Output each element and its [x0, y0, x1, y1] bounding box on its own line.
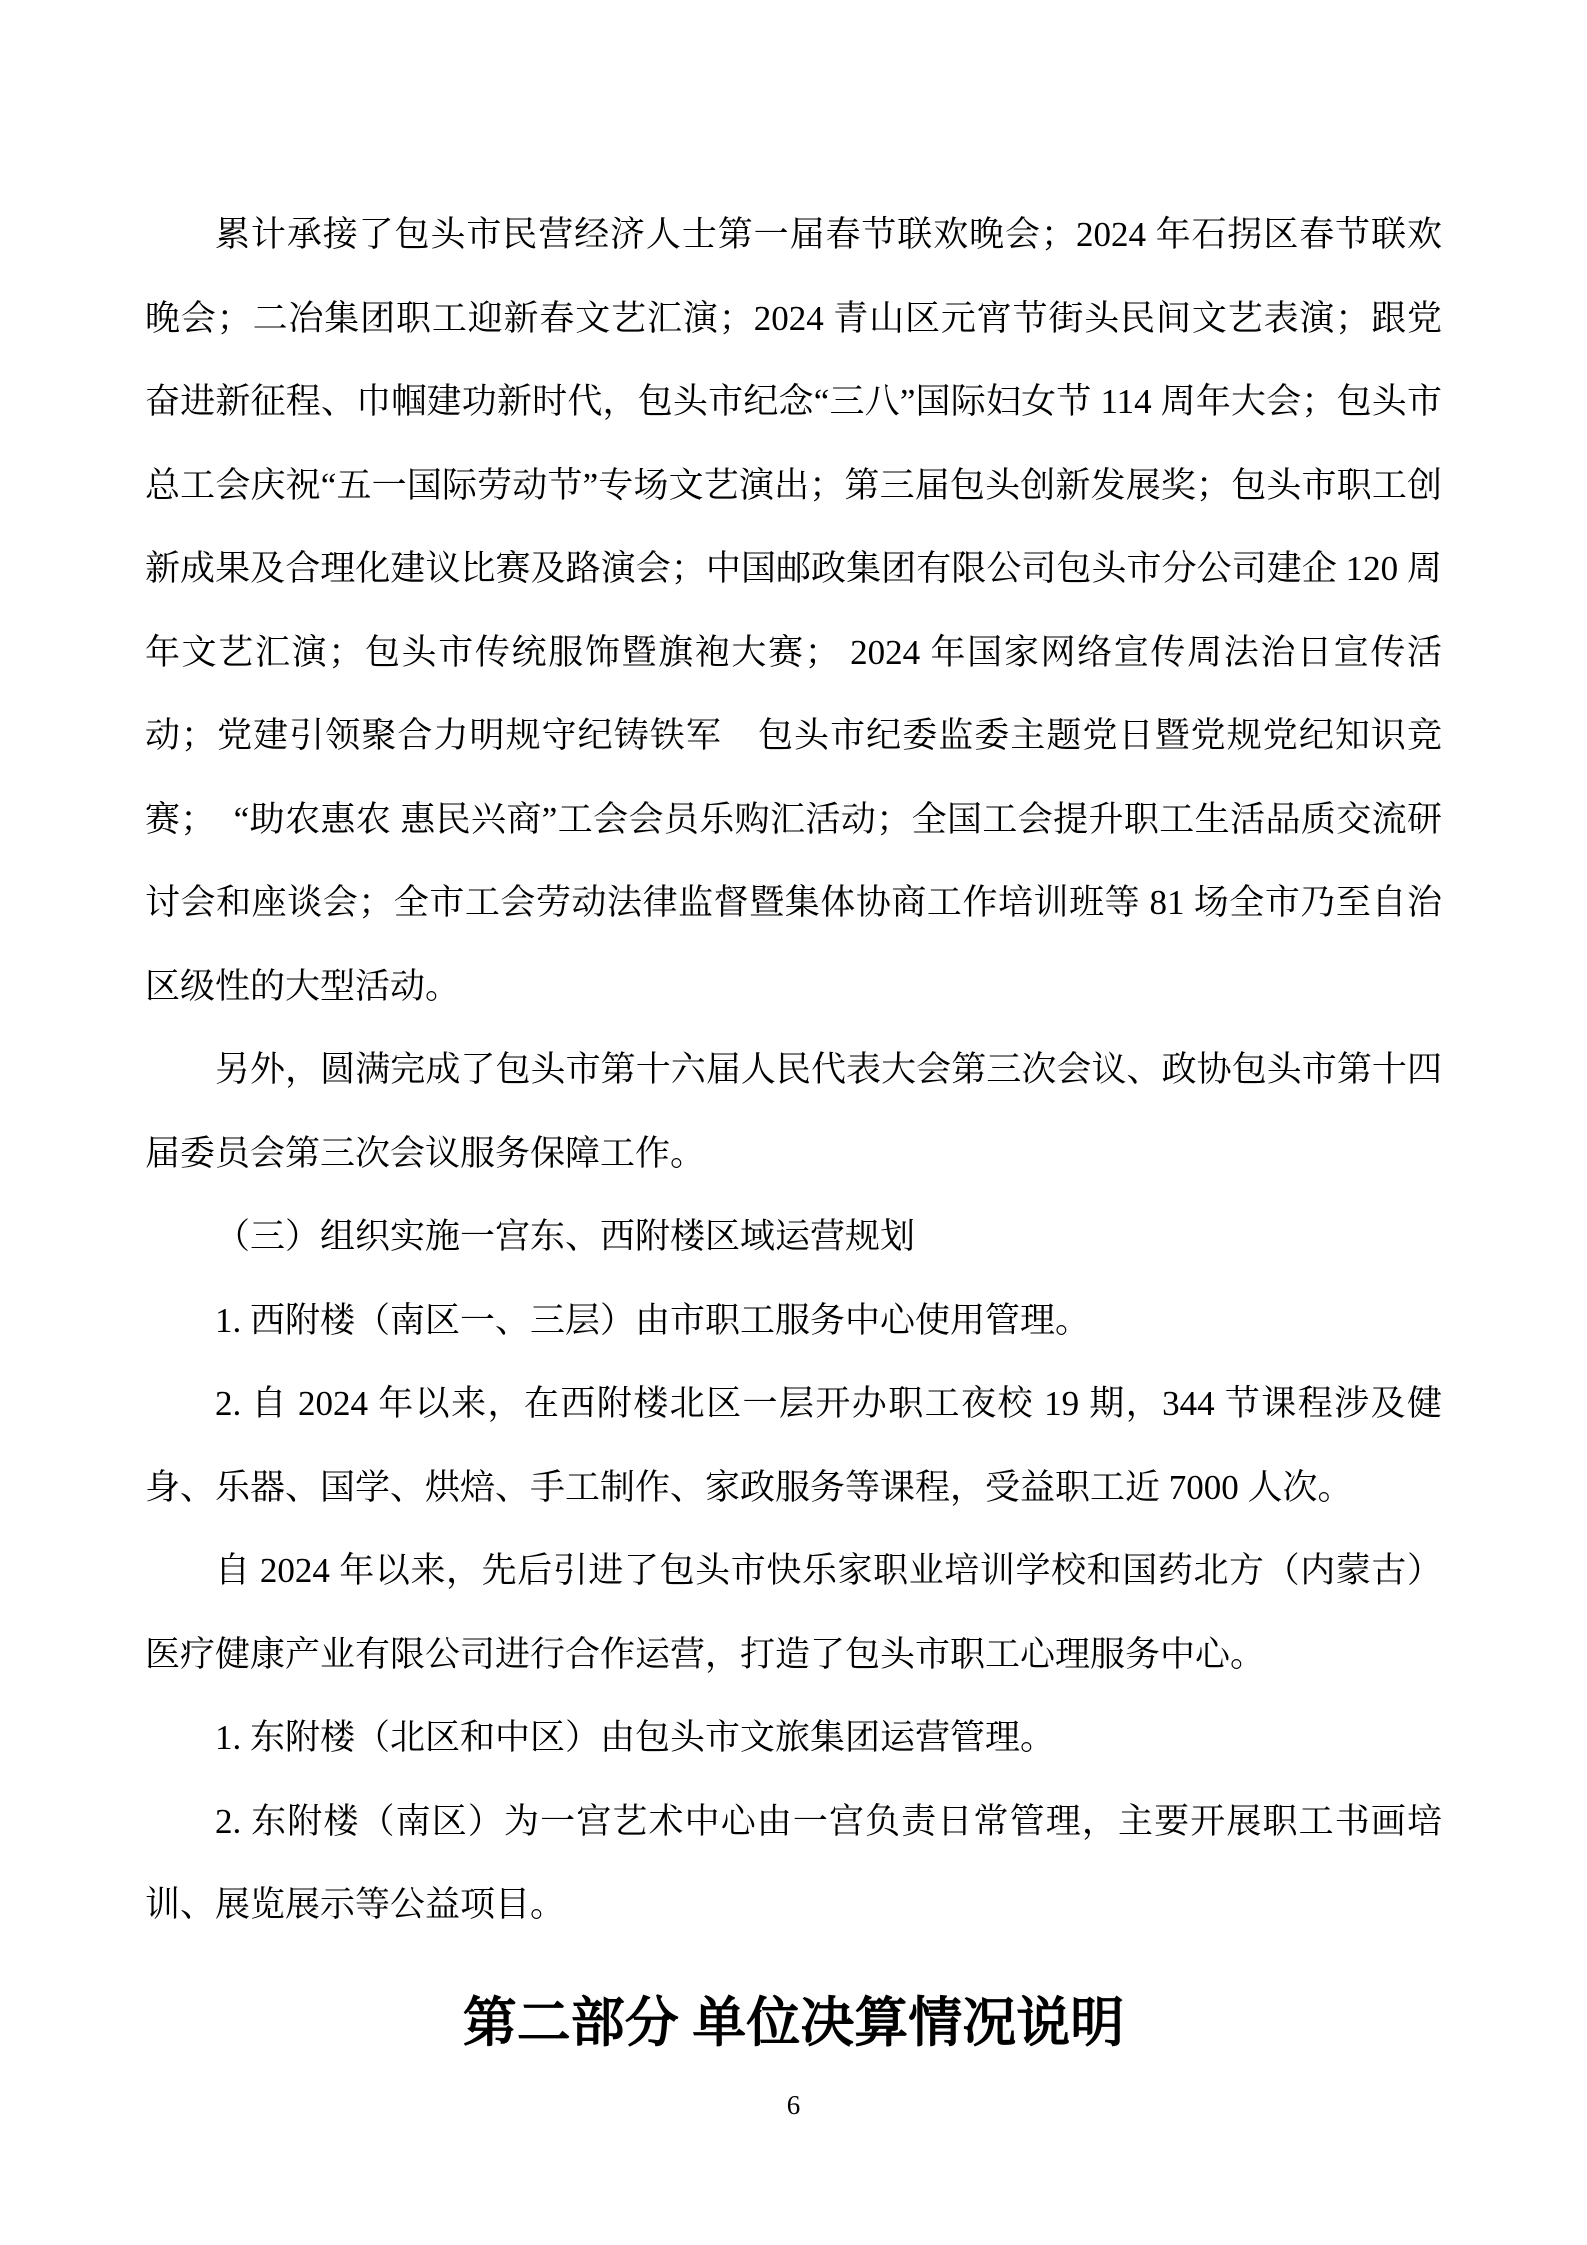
- paragraph-cooperation: 自 2024 年以来，先后引进了包头市快乐家职业培训学校和国药北方（内蒙古）医疗健康产业有限公司进行合作运营，打造了包头市职工心理服务中心。: [145, 1551, 1442, 1674]
- page-number: 6: [786, 2090, 801, 2120]
- paragraph-east-annex-item-2: 2. 东附楼（南区）为一宫艺术中心由一宫负责日常管理，主要开展职工书画培训、展览展示等公益项目。: [145, 1801, 1442, 1924]
- section-heading: 第二部分 单位决算情况说明: [462, 1992, 1125, 2053]
- document-body: [145, 193, 1442, 2073]
- paragraph-meeting-support: 另外，圆满完成了包头市第十六届人民代表大会第三次会议、政协包头市第十四届委员会第三次会议服务保障工作。: [145, 1050, 1442, 1173]
- paragraph-events-summary: 累计承接了包头市民营经济人士第一届春节联欢晚会；2024 年石拐区春节联欢晚会；二冶集团职工迎新春文艺汇演；2024 青山区元宵节街头民间文艺表演；跟党奋进新征程、巾帼建功新时代，包头市纪念“三八”国际妇女节 114 周年大会；包头市总工会庆祝“五一国际劳动节”专场文艺演出；第三届包头创新发展奖；包头市职工创新成果及合理化建议比赛及路演会；中国邮政集团有限公司包头市分公司建企 120 周年文艺汇演；包头市传统服饰暨旗袍大赛； 2024 年国家网络宣传周法治日宣传活动；党建引领聚合力明规守纪铸铁军 包头市纪委监委主题党日暨党规党纪知识竞赛； “助农惠农 惠民兴商”工会会员乐购汇活动；全国工会提升职工生活品质交流研讨会和座谈会；全市工会劳动法律监督暨集体协商工作培训班等 81 场全市乃至自治区级性的大型活动。: [145, 215, 1442, 1006]
- paragraph-west-annex-item-1: 1. 西附楼（南区一、三层）由市职工服务中心使用管理。: [215, 1300, 1091, 1340]
- page-footer: [0, 2085, 1587, 2125]
- paragraph-subsection-3-title: （三）组织实施一宫东、西附楼区域运营规划: [215, 1217, 916, 1256]
- paragraph-west-annex-item-2: 2. 自 2024 年以来，在西附楼北区一层开办职工夜校 19 期，344 节课程涉及健身、乐器、国学、烘焙、手工制作、家政服务等课程，受益职工近 7000 人次。: [145, 1384, 1442, 1507]
- paragraph-east-annex-item-1: 1. 东附楼（北区和中区）由包头市文旅集团运营管理。: [215, 1718, 1056, 1757]
